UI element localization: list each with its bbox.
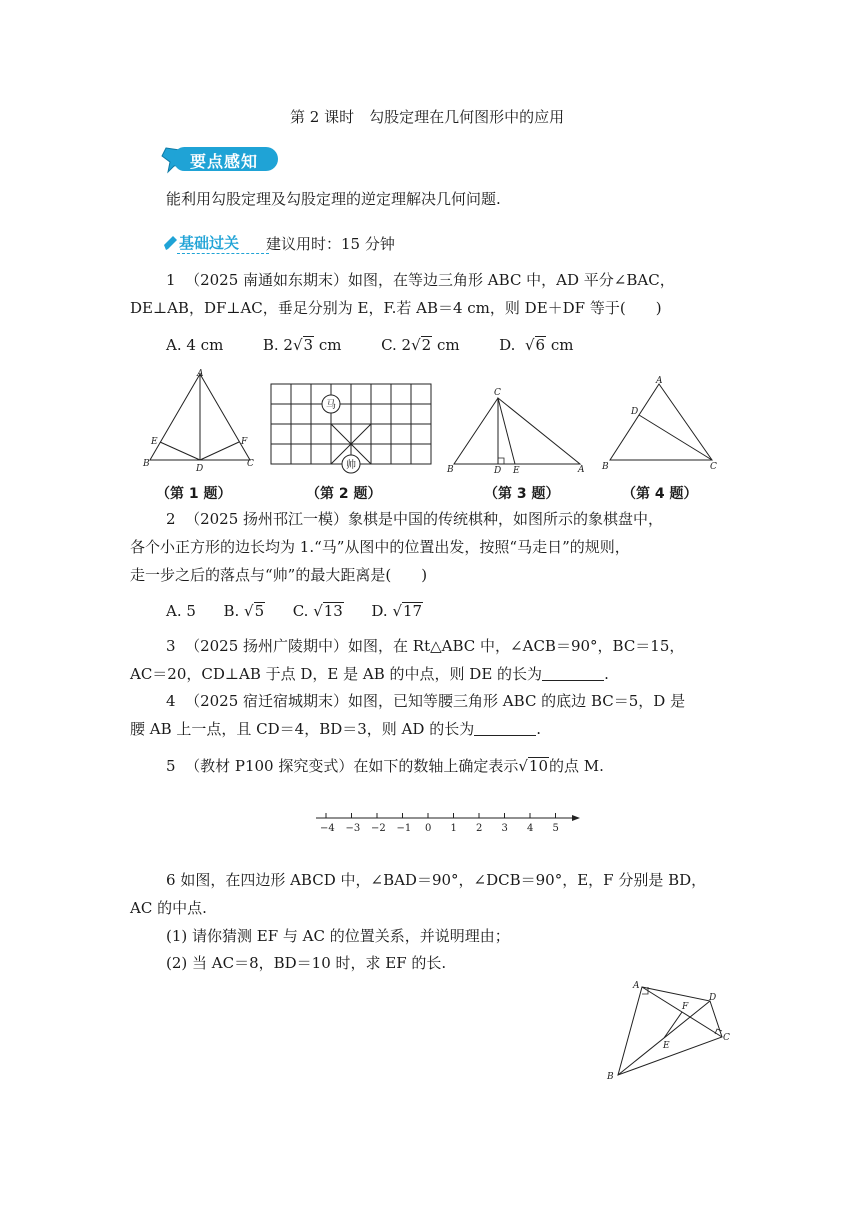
q2-option-a: A. 5 <box>166 602 196 620</box>
q1-option-c: C. 2√2 cm <box>381 336 460 354</box>
q2-options <box>166 601 423 621</box>
q1-line2: DE⊥AB，DF⊥AC，垂足分别为 E，F.若 AB＝4 cm，则 DE＋DF 等于( ) <box>130 299 662 317</box>
fig3-label-a: A <box>578 465 584 475</box>
q1-text1: （2025 南通如东期末）如图，在等边三角形 ABC 中，AD 平分∠BAC， <box>185 271 675 289</box>
page-title: 第 2 课时 勾股定理在几何图形中的应用 <box>290 108 565 126</box>
q6-line1 <box>166 870 706 890</box>
fig6-label-f: F <box>682 1002 689 1012</box>
figure-4 <box>598 374 728 472</box>
number-line <box>310 808 590 838</box>
q1-option-a: A. 4 cm <box>166 336 224 354</box>
number-line-label: 2 <box>476 823 483 834</box>
q5-line: 5 （教材 P100 探究变式）在如下的数轴上确定表示√10的点 M. <box>166 757 604 775</box>
q4-line2: 腰 AB 上一点，且 CD＝4，BD＝3，则 AD 的长为 . <box>130 720 541 738</box>
basic-badge <box>163 232 273 258</box>
number-line-label: −4 <box>320 823 335 834</box>
q1-line1 <box>166 270 675 290</box>
q6-line2: AC 的中点. <box>130 899 207 917</box>
q1-number: 1 <box>166 271 176 289</box>
figure-6 <box>598 975 738 1085</box>
caption-2: （第 2 题） <box>306 486 382 502</box>
fig1-label-b: B <box>143 459 150 469</box>
q1-option-b: B. 2√3 cm <box>262 336 342 354</box>
fig6-label-e: E <box>663 1041 670 1051</box>
q2-line1 <box>166 509 663 529</box>
figure-2-chessboard <box>270 383 432 479</box>
q3-number: 3 <box>166 637 176 655</box>
fig1-label-a: A <box>197 369 204 379</box>
figure-1 <box>140 368 260 473</box>
fig4-label-d: D <box>631 407 639 417</box>
q3-text2: AC＝20，CD⊥AB 于点 D，E 是 AB 的中点，则 DE 的长为 <box>130 665 543 683</box>
number-line-label: −1 <box>396 823 412 834</box>
q1-option-d: D. √6 cm <box>499 336 574 354</box>
caption-1: （第 1 题） <box>156 486 232 502</box>
q4-line1 <box>166 691 685 711</box>
fig6-label-a: A <box>633 981 640 991</box>
fig4-label-a: A <box>656 376 663 386</box>
q3-line2: AC＝20，CD⊥AB 于点 D，E 是 AB 的中点，则 DE 的长为 . <box>130 665 609 683</box>
basic-badge-label: 基础过关 <box>179 234 240 252</box>
caption-3: （第 3 题） <box>484 486 560 502</box>
badge-label: 要点感知 <box>190 152 259 171</box>
q6-text1: 如图，在四边形 ABCD 中，∠BAD＝90°，∠DCB＝90°，E，F 分别是 BD， <box>180 871 707 889</box>
fig3-label-e: E <box>513 466 520 476</box>
q2-number: 2 <box>166 510 176 528</box>
fig1-label-f: F <box>241 437 248 447</box>
q4-text1: （2025 宿迁宿城期末）如图，已知等腰三角形 ABC 的底边 BC＝5，D 是 <box>185 692 686 710</box>
shuai-piece: 帅 <box>346 460 356 471</box>
number-line-label: 0 <box>425 823 432 834</box>
q3-answer-blank[interactable] <box>542 666 604 681</box>
fig1-label-c: C <box>247 459 254 469</box>
number-line-label: −2 <box>371 823 386 834</box>
q6-sub2: (2) 当 AC＝8，BD＝10 时，求 EF 的长. <box>166 954 447 972</box>
q3-text1: （2025 扬州广陵期中）如图，在 Rt△ABC 中，∠ACB＝90°，BC＝15， <box>185 637 685 655</box>
fig6-label-b: B <box>607 1072 614 1082</box>
fig3-label-d: D <box>494 466 502 476</box>
fig6-label-c: C <box>723 1033 730 1043</box>
q5-number: 5 <box>166 757 176 775</box>
q2-option-c: C. √13 <box>292 602 343 620</box>
suggested-time: 建议用时：15 分钟 <box>266 235 395 253</box>
q2-line2: 各个小正方形的边长均为 1.“马”从图中的位置出发，按照“马走日”的规则， <box>130 538 630 556</box>
fig3-label-b: B <box>447 465 454 475</box>
q4-text2: 腰 AB 上一点，且 CD＝4，BD＝3，则 AD 的长为 <box>130 720 475 738</box>
q3-line1 <box>166 636 684 656</box>
q2-text1: （2025 扬州邗江一模）象棋是中国的传统棋种，如图所示的象棋盘中， <box>185 510 664 528</box>
q1-options <box>166 335 574 355</box>
caption-4: （第 4 题） <box>622 486 698 502</box>
badge-underline <box>177 253 269 254</box>
number-line-label: 3 <box>501 823 508 834</box>
number-line-label: 4 <box>527 823 534 834</box>
q2-option-d: D. √17 <box>371 602 423 620</box>
q2-option-b: B. √5 <box>223 602 265 620</box>
fig1-label-d: D <box>196 464 204 473</box>
figure-3 <box>444 384 584 476</box>
q6-number: 6 <box>166 871 176 889</box>
ma-piece: 马 <box>326 400 336 411</box>
q6-sub1: (1) 请你猜测 EF 与 AC 的位置关系，并说明理由； <box>166 927 510 945</box>
number-line-label: 5 <box>552 823 559 834</box>
fig4-label-b: B <box>602 462 609 472</box>
q4-answer-blank[interactable] <box>474 721 536 736</box>
key-points-badge <box>160 144 280 174</box>
number-line-label: −3 <box>345 823 361 834</box>
key-points-text: 能利用勾股定理及勾股定理的逆定理解决几何问题. <box>166 190 501 208</box>
number-line-label: 1 <box>450 823 457 834</box>
pencil-icon <box>163 234 179 252</box>
q2-line3: 走一步之后的落点与“帅”的最大距离是( ) <box>130 566 428 584</box>
fig1-label-e: E <box>151 437 158 447</box>
fig4-label-c: C <box>710 462 717 472</box>
q4-number: 4 <box>166 692 176 710</box>
fig3-label-c: C <box>494 388 501 398</box>
fig6-label-d: D <box>709 993 717 1003</box>
